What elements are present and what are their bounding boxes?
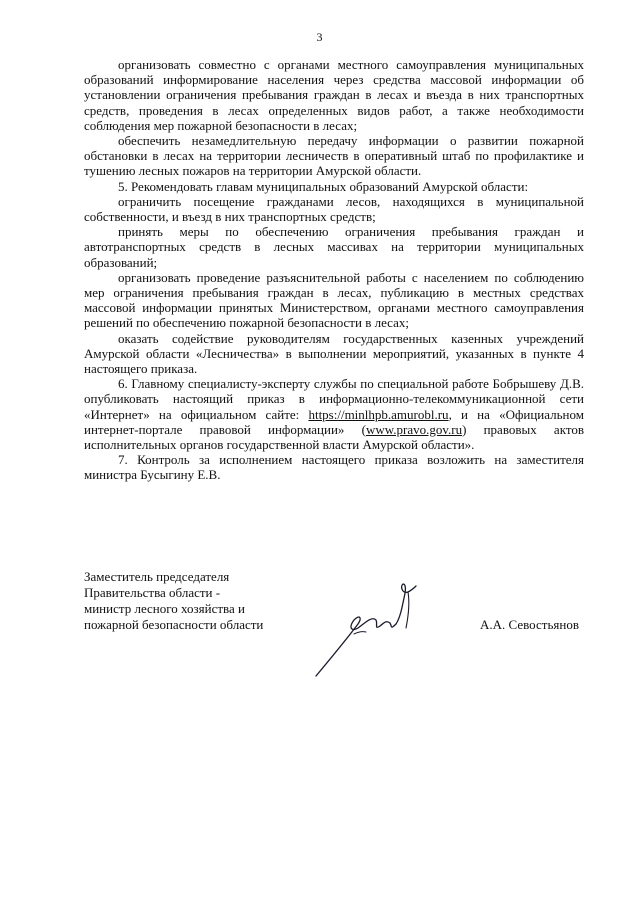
item6-text-before: 6. Главному специалисту-эксперту службы по специальной работе Бобрышеву Д.В. опубликовать настоящий приказ в информационно-телекоммуникационной сети «Интернет» на официальном сайте:	[84, 376, 584, 422]
signatory-position	[84, 569, 284, 633]
handwritten-signature	[296, 568, 446, 688]
position-line: Заместитель председателя	[84, 569, 230, 584]
page-number: 3	[316, 30, 323, 44]
signer-name: А.А. Севостьянов	[480, 617, 579, 632]
paragraph: организовать совместно с органами местного самоуправления муниципальных образований информирование населения через средства массовой информации об установлении ограничения пребывания граждан в лесах и въезда в них транспортных средств, проведения в лесах определенных видов работ, а также необходимости соблюдения мер пожарной безопасности в лесах;	[84, 57, 584, 133]
document-body	[84, 57, 584, 483]
paragraph: принять меры по обеспечению ограничения пребывания граждан и автотранспортных средств в лесных массивах на территории муниципальных образований;	[84, 224, 584, 270]
paragraph: организовать проведение разъяснительной работы с населением по соблюдению мер ограничения пребывания граждан в лесах, публикацию в местных средствах массовой информации принятых Министерством, органами местного самоуправления решений по обеспечению пожарной безопасности в лесах;	[84, 269, 584, 331]
position-line: министр лесного хозяйства и	[84, 601, 245, 616]
paragraph: 5. Рекомендовать главам муниципальных образований Амурской области:	[118, 178, 529, 194]
item6-text-after: ) правовых актов исполнительных органов государственной власти Амурской области».	[84, 421, 584, 453]
item6-text-middle: , и на «Официальном интернет-портале правовой информации» (	[84, 406, 584, 437]
paragraph: оказать содействие руководителям государственных казенных учреждений Амурской области «Лесничества» в выполнении мероприятий, указанных в пункте 4 настоящего приказа.	[84, 330, 584, 377]
paragraph-item-6	[84, 376, 584, 452]
pravo-link[interactable]: www.pravo.gov.ru	[365, 421, 463, 437]
paragraph: ограничить посещение гражданами лесов, находящихся в муниципальной собственности, и въезд в них транспортных средств;	[84, 193, 584, 225]
paragraph: обеспечить незамедлительную передачу информации о развитии пожарной обстановки в лесах на территории лесничеств в оперативный штаб по профилактике и тушению лесных пожаров на территории Амурской области.	[84, 133, 584, 179]
position-line: Правительства области -	[84, 585, 221, 600]
position-line: пожарной безопасности области	[84, 617, 264, 632]
website-link[interactable]: https://minlhpb.amurobl.ru	[308, 406, 449, 422]
paragraph-item-7: 7. Контроль за исполнением настоящего приказа возложить на заместителя министра Бусыгину Е.В.	[84, 452, 584, 483]
